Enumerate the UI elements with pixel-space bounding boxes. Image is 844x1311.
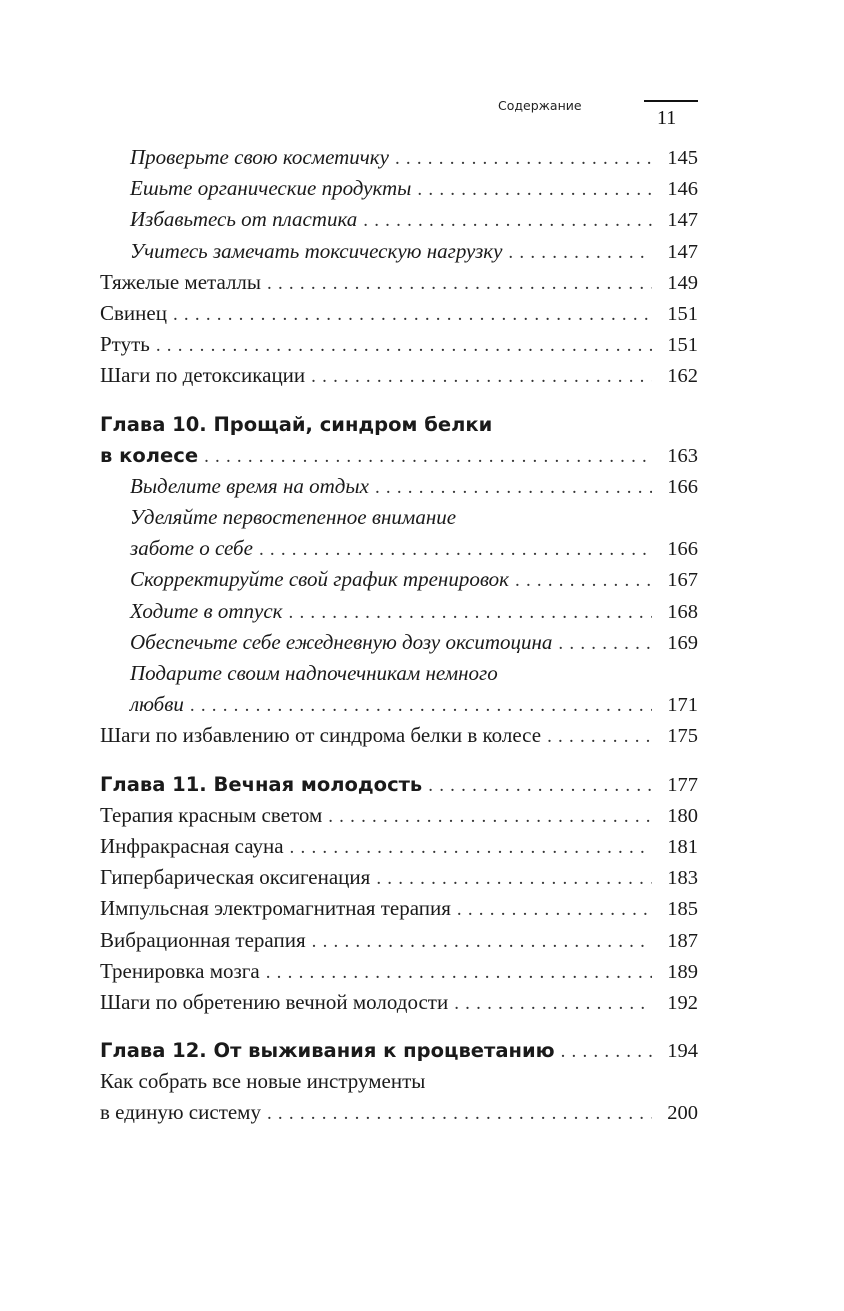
dot-leader — [454, 988, 652, 1019]
dot-leader — [558, 628, 652, 659]
toc-entry-page: 163 — [667, 444, 698, 467]
toc-entry — [100, 471, 698, 502]
toc-entry — [100, 893, 698, 924]
toc-entry-title: Шаги по избавлению от синдрома белки в колесе — [100, 723, 542, 748]
toc-entry-title: Гипербарическая оксигенация — [100, 865, 371, 890]
toc-entry-title: Избавьтесь от пластика — [130, 207, 358, 232]
toc-entry — [100, 267, 698, 298]
toc-entry-title: Терапия красным светом — [100, 802, 323, 827]
toc-entry-title: Тренировка мозга — [100, 958, 260, 983]
toc-entry-title: Вибрационная терапия — [100, 927, 306, 952]
toc-entry — [100, 925, 698, 956]
toc-entry — [100, 564, 698, 595]
running-title: Содержание — [498, 98, 582, 113]
toc-entry-title: Ходите в отпуск — [130, 598, 283, 623]
dot-leader — [376, 863, 652, 894]
toc-entry-title: Уделяйте первостепенное внимание — [130, 505, 457, 530]
dot-leader — [259, 534, 652, 565]
toc-chapter-heading — [100, 409, 698, 440]
toc-entry-page: 166 — [667, 475, 698, 498]
toc-entry-title: Скорректируйте свой график тренировок — [130, 567, 509, 592]
toc-entry-title: Ртуть — [100, 332, 150, 357]
toc-entry-title: Ешьте органические продукты — [130, 176, 412, 201]
dot-leader — [428, 770, 652, 801]
toc-chapter-heading — [100, 1035, 698, 1066]
toc-chapter-title: Глава 12. От выживания к процветанию — [100, 1039, 555, 1063]
toc-entry — [100, 831, 698, 862]
dot-leader — [190, 690, 652, 721]
toc-entry — [100, 596, 698, 627]
dot-leader — [173, 299, 652, 330]
dot-leader — [204, 441, 652, 472]
toc-entry — [100, 689, 698, 720]
dot-leader — [457, 894, 652, 925]
toc-entry-page: 180 — [667, 804, 698, 827]
toc-chapter-heading — [100, 769, 698, 800]
toc-entry — [100, 627, 698, 658]
toc-entry-page: 185 — [667, 898, 698, 921]
toc-entry — [100, 236, 698, 267]
toc-entry-page: 200 — [667, 1102, 698, 1125]
toc-entry-page: 189 — [667, 960, 698, 983]
toc-entry — [100, 987, 698, 1018]
toc-entry-page: 146 — [667, 178, 698, 201]
toc-entry-page: 167 — [667, 569, 698, 592]
toc-chapter-title: в колесе — [100, 443, 199, 467]
toc-entry-title: Подарите своим надпочечникам немного — [130, 661, 498, 685]
dot-leader — [561, 1036, 652, 1067]
dot-leader — [375, 472, 652, 503]
toc-entry-title: любви — [130, 692, 184, 717]
table-of-contents — [100, 142, 698, 1129]
toc-entry-page: 194 — [667, 1040, 698, 1063]
dot-leader — [508, 237, 652, 268]
toc-entry-page: 151 — [667, 302, 698, 325]
toc-entry — [100, 142, 698, 173]
toc-entry-page: 175 — [667, 725, 698, 748]
dot-leader — [156, 330, 652, 361]
toc-entry-page: 171 — [667, 694, 698, 717]
toc-entry — [100, 956, 698, 987]
toc-entry-title: Импульсная электромагнитная терапия — [100, 896, 451, 921]
toc-entry — [100, 1066, 698, 1097]
dot-leader — [289, 597, 653, 628]
toc-entry-page: 169 — [667, 631, 698, 654]
dot-leader — [328, 801, 652, 832]
toc-chapter-title: Глава 10. Прощай, синдром белки — [100, 412, 493, 436]
toc-entry-page: 149 — [667, 271, 698, 294]
toc-entry — [100, 800, 698, 831]
toc-chapter-heading — [100, 440, 698, 471]
toc-entry-title: Шаги по детоксикации — [100, 363, 306, 388]
dot-leader — [417, 174, 652, 205]
toc-entry-page: 181 — [667, 835, 698, 858]
toc-entry — [100, 533, 698, 564]
toc-entry-title: Свинец — [100, 300, 167, 325]
folio-rule — [644, 100, 698, 102]
toc-entry-title: Шаги по обретению вечной молодости — [100, 989, 449, 1014]
dot-leader — [290, 832, 652, 863]
toc-entry-title: заботе о себе — [130, 536, 253, 561]
toc-chapter-title: Глава 11. Вечная молодость — [100, 772, 423, 796]
toc-entry — [100, 720, 698, 751]
toc-entry-title: Тяжелые металлы — [100, 269, 262, 294]
toc-entry-page: 151 — [667, 334, 698, 357]
toc-entry-title: Инфракрасная сауна — [100, 833, 284, 858]
toc-entry-title: Проверьте свою косметичку — [130, 145, 389, 169]
toc-entry — [100, 329, 698, 360]
toc-entry-page: 147 — [667, 240, 698, 263]
toc-entry — [100, 862, 698, 893]
toc-entry — [100, 204, 698, 235]
dot-leader — [266, 957, 652, 988]
toc-entry — [100, 298, 698, 329]
dot-leader — [395, 143, 652, 174]
dot-leader — [267, 1098, 652, 1129]
toc-entry — [100, 360, 698, 391]
dot-leader — [312, 926, 652, 957]
page-number: 11 — [657, 107, 677, 129]
dot-leader — [267, 268, 652, 299]
toc-entry-title: в единую систему — [100, 1100, 261, 1125]
dot-leader — [547, 721, 652, 752]
toc-entry-page: 145 — [667, 147, 698, 169]
toc-entry-page: 177 — [667, 773, 698, 796]
toc-entry-page: 183 — [667, 867, 698, 890]
toc-entry — [100, 173, 698, 204]
toc-entry-page: 162 — [667, 365, 698, 388]
dot-leader — [363, 205, 652, 236]
dot-leader — [515, 565, 652, 596]
toc-entry — [100, 1097, 698, 1128]
toc-entry-title: Как собрать все новые инструменты — [100, 1069, 426, 1094]
toc-entry — [100, 658, 698, 689]
dot-leader — [311, 361, 652, 392]
toc-entry-title: Выделите время на отдых — [130, 473, 369, 498]
toc-entry-title: Обеспечьте себе ежедневную дозу окситоцина — [130, 629, 553, 654]
toc-entry-page: 168 — [667, 600, 698, 623]
toc-entry — [100, 502, 698, 533]
toc-entry-title: Учитесь замечать токсическую нагрузку — [130, 238, 503, 263]
toc-entry-page: 147 — [667, 209, 698, 232]
toc-entry-page: 192 — [667, 991, 698, 1014]
toc-entry-page: 166 — [667, 538, 698, 561]
toc-entry-page: 187 — [667, 929, 698, 952]
